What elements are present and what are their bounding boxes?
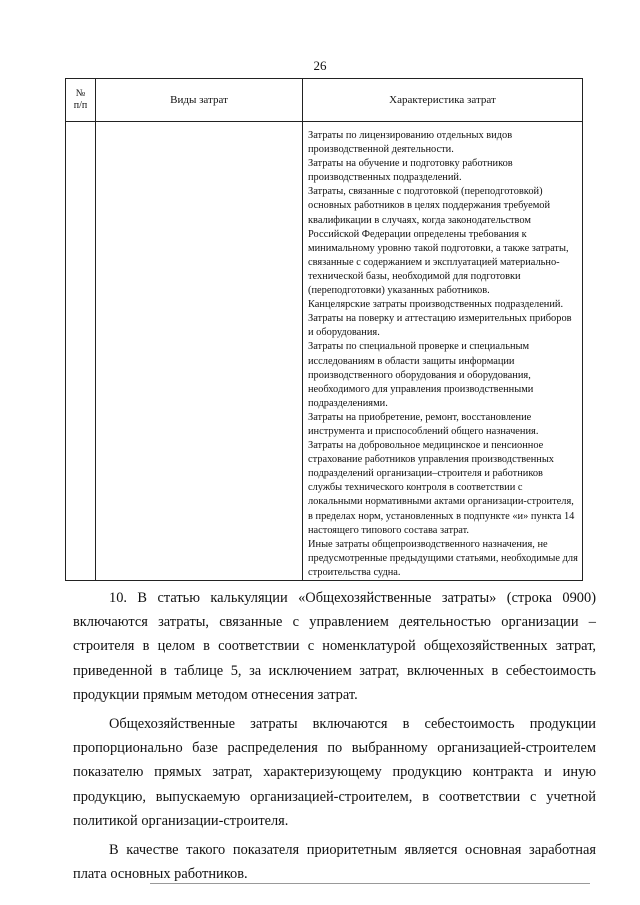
paragraph: В качестве такого показателя приоритетным является основная заработная плата основных работников.	[73, 842, 596, 883]
cost-table	[65, 78, 583, 581]
table-header-row	[66, 79, 583, 122]
characteristic-item: Затраты на поверку и аттестацию измерительных приборов и оборудования.	[308, 313, 572, 339]
cell-number	[66, 122, 96, 581]
header-number	[66, 79, 96, 122]
bottom-divider	[150, 883, 590, 884]
characteristic-item: Затраты по лицензированию отдельных видов производственной деятельности.	[308, 130, 513, 156]
header-number-line1: №	[75, 88, 86, 99]
characteristic-list	[303, 122, 582, 580]
characteristic-item: Иные затраты общепроизводственного назначения, не предусмотренные предыдущими статьями, необходимые для строительства судна.	[308, 538, 578, 578]
page-number: 26	[313, 58, 327, 73]
paragraph: Общехозяйственные затраты включаются в себестоимость продукции пропорционально базе распределения по выбранному организацией-строителем показателю прямых затрат, характеризующему продукцию контракта и иную продукцию, выпускаемую организацией-строителем, в соответствии с учетной политикой организации-строителя.	[73, 716, 596, 829]
cell-cost-type	[96, 122, 303, 581]
characteristic-item: Затраты, связанные с подготовкой (переподготовкой) основных работников в целях поддержания требуемой квалификации в случаях, когда законодательством Российской Федерации определены требования к минимальному уровню такой подготовки, а также затраты, связанные с содержанием и эксплуатацией материально-технической базы, необходимой для подготовки (переподготовки) указанных работников.	[308, 186, 569, 297]
characteristic-item: Затраты на приобретение, ремонт, восстановление инструмента и приспособлений общего назначения.	[308, 411, 539, 437]
characteristic-item: Затраты на обучение и подготовку работников производственных подразделений.	[308, 158, 513, 184]
table-row	[66, 122, 583, 581]
paragraph: 10. В статью калькуляции «Общехозяйственные затраты» (строка 0900) включаются затраты, связанные с управлением деятельностью организации – строителя в целом в соответствии с номенклатурой общехозяйственных затрат, приведенной в таблице 5, за исключением затрат, включенных в себестоимость продукции прямым методом отнесения затрат.	[73, 590, 596, 703]
characteristic-item: Затраты на добровольное медицинское и пенсионное страхование работников управления производственных подразделений организации–строителя и работников службы технического контроля в соответствии с локальными нормативными актами организации-строителя, в пределах норм, установленных в подпункте «и» пункта 14 настоящего типового состава затрат.	[308, 440, 575, 536]
header-number-line2: п/п	[73, 100, 88, 111]
characteristic-item: Канцелярские затраты производственных подразделений.	[308, 299, 564, 311]
header-cost-type: Виды затрат	[96, 79, 303, 122]
header-cost-characteristic: Характеристика затрат	[303, 79, 583, 122]
cell-characteristic	[303, 122, 583, 581]
characteristic-item: Затраты по специальной проверке и специальным исследованиям в области защиты информации производственного оборудования и оборудования, необходимого для управления производственными подразделениями.	[308, 341, 534, 409]
body-text	[73, 586, 596, 891]
